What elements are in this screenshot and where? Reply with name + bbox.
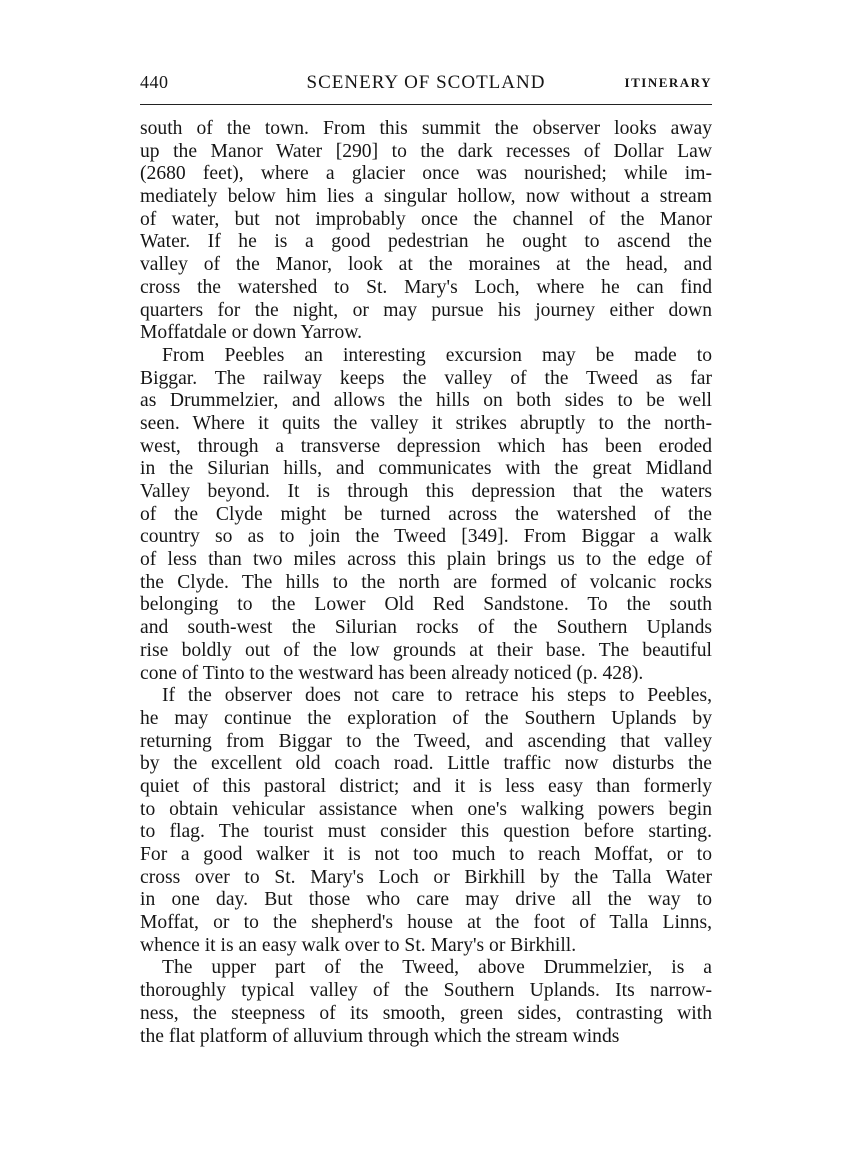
text-line: west, through a transverse depression which has been eroded [140, 435, 712, 457]
text-line: quiet of this pastoral district; and it is less easy than formerly [140, 775, 712, 797]
text-line: From Peebles an interesting excursion may be made to [162, 344, 712, 366]
text-line: returning from Biggar to the Tweed, and ascending that valley [140, 730, 712, 752]
header-rule [140, 104, 712, 105]
paragraph [140, 345, 712, 685]
text-line: of the Clyde might be turned across the watershed of the [140, 503, 712, 525]
text-line: For a good walker it is not too much to reach Moffat, or to [140, 844, 712, 865]
text-line: as Drummelzier, and allows the hills on both sides to be well [140, 390, 712, 412]
page-number: 440 [140, 72, 169, 92]
text-line: of less than two miles across this plain brings us to the edge of [140, 549, 712, 571]
text-line: Moffat, or to the shepherd's house at the foot of Talla Linns, [140, 912, 712, 934]
text-line: south of the town. From this summit the observer looks away [140, 118, 712, 139]
text-line: of water, but not improbably once the channel of the Manor [140, 208, 712, 230]
text-line: Moffatdale or down Yarrow. [140, 322, 363, 344]
text-line: Water. If he is a good pedestrian he ought to ascend the [140, 231, 712, 253]
text-line: in the Silurian hills, and communicates with the great Midland [140, 458, 712, 480]
paragraph [140, 957, 712, 1048]
text-line: cone of Tinto to the westward has been already noticed (p. 428). [140, 662, 644, 684]
text-line: Biggar. The railway keeps the valley of the Tweed as far [140, 367, 712, 389]
text-line: to flag. The tourist must consider this question before starting. [140, 821, 712, 843]
body-text [140, 118, 712, 1048]
text-line: and south-west the Silurian rocks of the Southern Uplands [140, 617, 712, 639]
text-line: valley of the Manor, look at the moraines at the head, and [140, 254, 712, 276]
text-line: by the excellent old coach road. Little traffic now disturbs the [140, 753, 712, 775]
paragraph [140, 685, 712, 957]
text-line: country so as to join the Tweed [349]. From Biggar a walk [140, 526, 712, 548]
text-line: to obtain vehicular assistance when one's walking powers begin [140, 798, 712, 820]
running-title: SCENERY OF SCOTLAND [306, 72, 546, 93]
text-line: up the Manor Water [290] to the dark recesses of Dollar Law [140, 140, 712, 162]
text-line: cross the watershed to St. Mary's Loch, where he can find [140, 276, 712, 298]
text-line: rise boldly out of the low grounds at their base. The beautiful [140, 639, 712, 661]
text-line: cross over to St. Mary's Loch or Birkhill by the Talla Water [140, 866, 712, 888]
text-line: seen. Where it quits the valley it strikes abruptly to the north- [140, 412, 712, 434]
text-line: he may continue the exploration of the Southern Uplands by [140, 707, 712, 729]
text-line: The upper part of the Tweed, above Drummelzier, is a [162, 957, 712, 979]
text-line: in one day. But those who care may drive all the way to [140, 889, 712, 911]
text-line: (2680 feet), where a glacier once was nourished; while im- [140, 163, 712, 185]
running-header [140, 72, 712, 98]
text-line: the Clyde. The hills to the north are formed of volcanic rocks [140, 571, 712, 593]
paragraph [140, 118, 712, 345]
text-line: the flat platform of alluvium through which the stream winds [140, 1025, 620, 1047]
text-line: belonging to the Lower Old Red Sandstone. To the south [140, 594, 712, 616]
text-line: ness, the steepness of its smooth, green sides, contrasting with [140, 1002, 712, 1024]
text-line: Valley beyond. It is through this depression that the waters [140, 481, 712, 502]
text-line: thoroughly typical valley of the Southern Uplands. Its narrow- [140, 980, 712, 1002]
text-line: quarters for the night, or may pursue his journey either down [140, 299, 712, 321]
section-title: ITINERARY [624, 75, 712, 90]
text-line: If the observer does not care to retrace his steps to Peebles, [162, 685, 712, 707]
text-line: whence it is an easy walk over to St. Mary's or Birkhill. [140, 934, 577, 956]
text-line: mediately below him lies a singular hollow, now without a stream [140, 186, 712, 208]
